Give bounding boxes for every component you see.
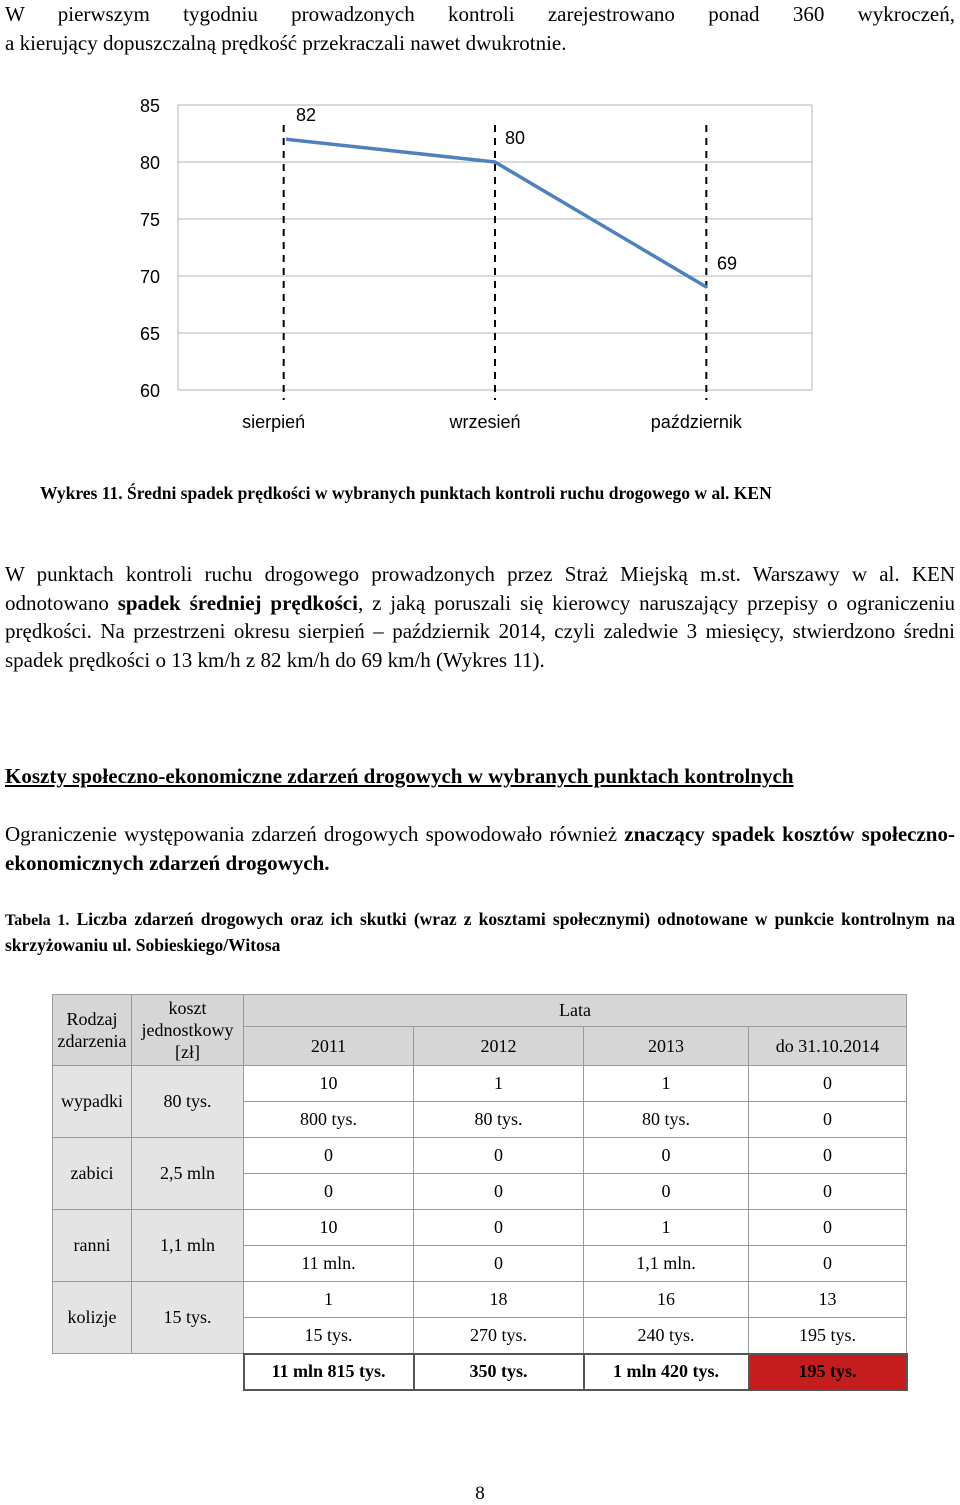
cost-cell: 80 tys. <box>414 1102 584 1138</box>
count-cell: 1 <box>584 1066 749 1102</box>
count-cell: 1 <box>414 1066 584 1102</box>
totals-row <box>53 1354 907 1390</box>
y-tick-label: 70 <box>139 267 160 287</box>
row-type: kolizje <box>53 1282 132 1354</box>
cost-cell: 800 tys. <box>244 1102 414 1138</box>
total-cell-highlighted: 195 tys. <box>749 1354 907 1390</box>
count-cell: 16 <box>584 1282 749 1318</box>
year-header: 2013 <box>584 1027 749 1066</box>
year-header: 2011 <box>244 1027 414 1066</box>
total-cell: 350 tys. <box>414 1354 584 1390</box>
intro-paragraph <box>5 0 955 57</box>
cost-cell: 80 tys. <box>584 1102 749 1138</box>
count-cell: 0 <box>414 1138 584 1174</box>
y-tick-label: 75 <box>139 210 160 230</box>
chart-data-labels <box>296 105 737 273</box>
row-unit-cost: 1,1 mln <box>132 1210 244 1282</box>
y-tick-label: 80 <box>139 153 160 173</box>
paragraph-speed-drop-text-1: W punktach kontroli ruchu drogowego prowadzonych przez Straż Miejską m.st. Warszawy w al. KEN odnotowano <box>5 562 955 615</box>
count-cell: 10 <box>244 1210 414 1246</box>
paragraph-speed-drop-text-2: , z jaką poruszali się kierowcy naruszający przepisy o ograniczeniu prędkości. Na przestrzeni okresu sierpień – październik 2014, czyli zaledwie 3 miesięcy, stwierdzono średni spadek prędkości o 13 km/h z 82 km/h do 69 km/h (Wykres 11). <box>5 590 955 672</box>
year-header: do 31.10.2014 <box>749 1027 907 1066</box>
cost-cell: 0 <box>414 1246 584 1282</box>
chart-x-ticks <box>242 412 743 432</box>
count-cell: 0 <box>244 1138 414 1174</box>
row-unit-cost: 80 tys. <box>132 1066 244 1138</box>
events-cost-table <box>52 994 908 1391</box>
cost-cell: 0 <box>244 1174 414 1210</box>
data-label: 69 <box>716 253 738 274</box>
paragraph-costs-bold: znaczący spadek kosztów społeczno-ekonomicznych zdarzeń drogowych. <box>5 822 955 875</box>
cost-cell: 195 tys. <box>749 1318 907 1354</box>
count-cell: 0 <box>414 1210 584 1246</box>
chart-caption: Wykres 11. Średni spadek prędkości w wybranych punktach kontroli ruchu drogowego w al. KEN <box>40 483 772 503</box>
data-label: 80 <box>504 128 526 148</box>
chart-series <box>286 139 707 287</box>
page-number: 8 <box>475 1483 485 1504</box>
paragraph-costs-text: Ograniczenie występowania zdarzeń drogowych spowodowało również <box>5 822 625 846</box>
header-unit-cost: koszt jednostkowy [zł] <box>132 995 244 1066</box>
count-cell: 0 <box>749 1066 907 1102</box>
count-cell: 1 <box>244 1282 414 1318</box>
table-row <box>53 1138 907 1174</box>
cost-cell: 240 tys. <box>584 1318 749 1354</box>
cost-cell: 15 tys. <box>244 1318 414 1354</box>
row-type: wypadki <box>53 1066 132 1138</box>
count-cell: 13 <box>749 1282 907 1318</box>
cost-cell: 0 <box>414 1174 584 1210</box>
table-row <box>53 1282 907 1318</box>
row-unit-cost: 15 tys. <box>132 1282 244 1354</box>
x-tick-label: sierpień <box>242 412 306 432</box>
cost-cell: 270 tys. <box>414 1318 584 1354</box>
count-cell: 0 <box>749 1138 907 1174</box>
chart-y-ticks <box>140 96 160 401</box>
count-cell: 1 <box>584 1210 749 1246</box>
count-cell: 18 <box>414 1282 584 1318</box>
speed-line-chart <box>0 85 960 435</box>
paragraph-costs <box>5 820 955 877</box>
table-row <box>53 1066 907 1102</box>
chart-category-dashed-lines <box>284 125 707 400</box>
cost-cell: 11 mln. <box>244 1246 414 1282</box>
x-tick-label: październik <box>650 412 742 432</box>
row-unit-cost: 2,5 mln <box>132 1138 244 1210</box>
y-tick-label: 60 <box>139 381 160 401</box>
data-label: 82 <box>295 105 317 126</box>
paragraph-speed-drop-bold: spadek średniej prędkości <box>117 590 358 615</box>
total-cell: 1 mln 420 tys. <box>584 1354 749 1390</box>
year-header: 2012 <box>414 1027 584 1066</box>
intro-line-2: a kierujący dopuszczalną prędkość przekraczali nawet dwukrotnie. <box>5 30 567 55</box>
table-caption-prefix: Tabela 1. <box>5 912 70 929</box>
table-caption <box>5 907 955 957</box>
header-years: Lata <box>244 995 907 1027</box>
header-event-type: Rodzaj zdarzenia <box>53 995 132 1066</box>
y-tick-label: 85 <box>139 96 160 116</box>
cost-cell: 0 <box>749 1174 907 1210</box>
intro-line-1: W pierwszym tygodniu prowadzonych kontroli zarejestrowano ponad 360 wykroczeń, <box>5 2 955 26</box>
y-tick-label: 65 <box>139 324 160 344</box>
table-row <box>53 1210 907 1246</box>
section-heading: Koszty społeczno-ekonomiczne zdarzeń drogowych w wybranych punktach kontrolnych <box>5 764 794 788</box>
count-cell: 10 <box>244 1066 414 1102</box>
total-cell: 11 mln 815 tys. <box>244 1354 414 1390</box>
x-tick-label: wrzesień <box>449 412 521 432</box>
table-caption-text: Liczba zdarzeń drogowych oraz ich skutki (wraz z kosztami społecznymi) odnotowane w punkcie kontrolnym na skrzyżowaniu ul. Sobieskiego/Witosa <box>5 909 955 955</box>
row-type: ranni <box>53 1210 132 1282</box>
cost-cell: 0 <box>584 1174 749 1210</box>
row-type: zabici <box>53 1138 132 1210</box>
count-cell: 0 <box>749 1210 907 1246</box>
count-cell: 0 <box>584 1138 749 1174</box>
paragraph-speed-drop <box>5 560 955 674</box>
series-line <box>286 139 707 287</box>
cost-cell: 0 <box>749 1102 907 1138</box>
cost-cell: 1,1 mln. <box>584 1246 749 1282</box>
cost-cell: 0 <box>749 1246 907 1282</box>
